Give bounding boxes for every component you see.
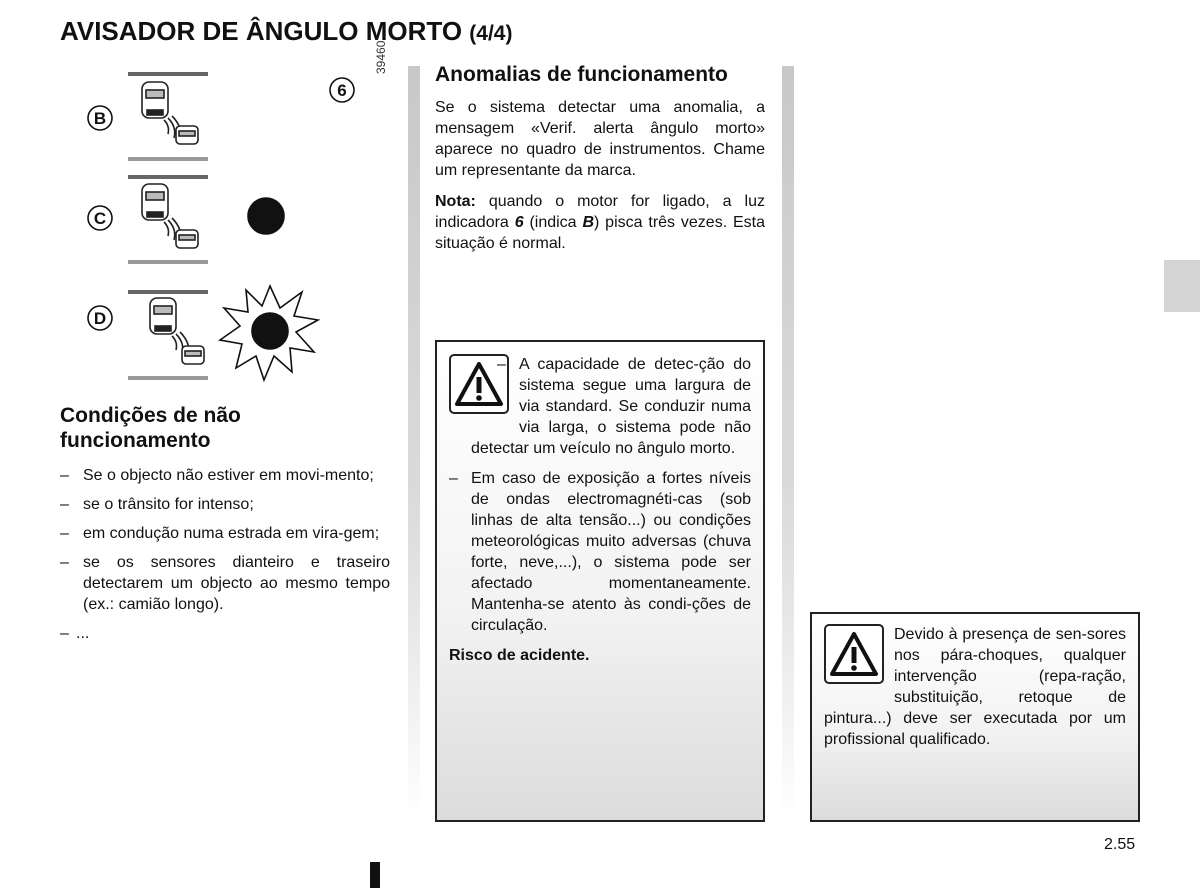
risk-label: Risco de acidente.: [449, 647, 590, 664]
column-separator: [782, 66, 794, 821]
car-icon: [176, 126, 198, 144]
anomalies-paragraph: Se o sistema detectar uma anomalia, a mensagem «Verif. alerta ângulo morto» aparece no quadro de instrumentos. Chame um representante da marca.: [435, 99, 765, 179]
car-icon: [176, 230, 198, 248]
anomalies-heading: Anomalias de funcionamento: [435, 63, 728, 86]
page-title: [60, 16, 512, 47]
crop-mark: [370, 862, 380, 888]
note-text: ) pisca três vezes. Esta situação é normal.: [435, 214, 766, 252]
indicator-light-on-icon: [248, 198, 284, 234]
label-d: D: [93, 309, 107, 328]
dash: –: [60, 525, 69, 542]
label-b: B: [93, 109, 107, 128]
column-separator: [408, 66, 420, 821]
dash: –: [449, 470, 458, 487]
list-item-text: em condução numa estrada em vira-gem;: [83, 525, 380, 542]
list-item: [60, 623, 390, 644]
list-item: [60, 523, 390, 544]
note-label: Nota:: [435, 193, 476, 210]
dash: –: [60, 554, 69, 571]
car-icon: [142, 184, 168, 220]
car-icon: [150, 298, 176, 334]
chapter-tab: [1164, 260, 1200, 312]
page-number: 2.55: [1104, 836, 1136, 853]
car-icon: [142, 82, 168, 118]
dash: –: [60, 496, 69, 513]
page-title-suffix: (4/4): [469, 22, 513, 45]
figure-code: 39460: [374, 40, 388, 74]
warning-right-text: Devido à presença de sen-sores nos pára-choques, qualquer intervenção (repa-ração, substituição, retoque de pintura...) deve ser executada por um profissional qualificado.: [824, 626, 1126, 748]
anomalies-section: [435, 62, 765, 254]
list-item: [60, 465, 390, 486]
list-item-text: se os sensores dianteiro e traseiro detectarem um objecto ao mesmo tempo (ex.: camião longo).: [83, 554, 390, 613]
indicator-light-on-icon: [252, 313, 288, 349]
warning-item-text: A capacidade de detec-ção do sistema segue uma largura de via standard. Se conduzir numa via larga, o sistema pode não detectar um veículo no ângulo morto.: [471, 356, 751, 457]
dash: –: [497, 356, 506, 373]
note-text: quando o motor for ligado, a luz indicadora: [435, 193, 765, 231]
warning-box-center: [435, 340, 765, 822]
warning-box-right: [810, 612, 1140, 822]
list-item: [60, 494, 390, 515]
page-title-main: AVISADOR DE ÂNGULO MORTO: [60, 16, 463, 46]
note-ref-6: 6: [514, 214, 524, 231]
car-icon: [182, 346, 204, 364]
conditions-heading: Condições de não funcionamento: [60, 404, 241, 452]
note-ref-b: B: [582, 214, 594, 231]
warning-item: [449, 468, 751, 636]
warning-triangle-icon: [824, 624, 884, 684]
note-paragraph: [435, 191, 765, 254]
list-item: [60, 552, 390, 615]
list-item-text: se o trânsito for intenso;: [83, 496, 254, 513]
note-text: (indica: [523, 214, 583, 231]
illustration-graphic: [70, 62, 400, 392]
blind-spot-illustration: [70, 62, 400, 392]
list-item-text: ...: [76, 625, 90, 642]
list-item-text: Se o objecto não estiver em movi-mento;: [83, 467, 374, 484]
callout-6: 6: [337, 81, 347, 100]
conditions-section: [60, 403, 390, 652]
dash: –: [60, 625, 69, 642]
warning-item-text: Em caso de exposição a fortes níveis de ondas electromagnéti-cas (sob linhas de alta tensão...) ou condições meteorológicas muito adversas (chuva forte, neve,...), o sistema pode ser afectado momentaneamente. Mantenha-se atento às condi-ções de circulação.: [471, 470, 751, 634]
dash: –: [60, 467, 69, 484]
label-c: C: [93, 209, 107, 228]
conditions-list: [60, 465, 390, 644]
